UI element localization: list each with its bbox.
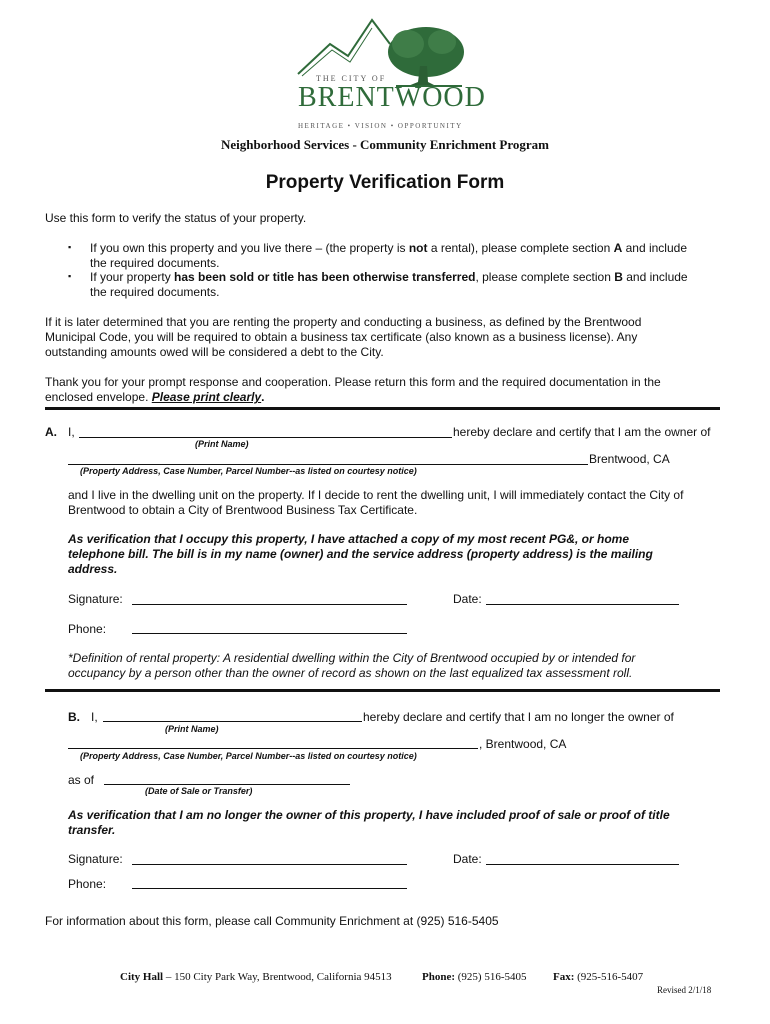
logo-small-text: THE CITY OF [316, 74, 387, 83]
section-b-declare: hereby declare and certify that I am no longer the owner of [363, 710, 674, 724]
intro-lead: Use this form to verify the status of your property. [45, 211, 307, 225]
section-a-signature-field[interactable] [132, 604, 407, 605]
section-a-signature-label: Signature: [68, 592, 123, 606]
section-b-print-name-caption: (Print Name) [165, 724, 219, 734]
bullet-icon: ▪ [68, 242, 72, 252]
page-title: Property Verification Form [265, 172, 505, 193]
section-a-name-field[interactable] [79, 437, 452, 438]
section-a-phone-label: Phone: [68, 622, 107, 636]
section-a-phone-field[interactable] [132, 633, 407, 634]
footer-fax: Fax: (925-516-5407 [553, 971, 644, 983]
logo-name: BRENTWOOD [298, 82, 486, 113]
section-a-date-field[interactable] [486, 604, 679, 605]
program-title: Neighborhood Services - Community Enrichment Program [221, 137, 549, 152]
section-a-city: Brentwood, CA [589, 452, 670, 466]
section-a-letter: A. [45, 425, 57, 439]
bullet-1: If you own this property and you live there – (the property is not a rental), please complete section A and include the required documents. [90, 241, 687, 270]
section-a-date-label: Date: [453, 592, 482, 606]
city-logo [290, 14, 486, 134]
section-b-address-caption: (Property Address, Case Number, Parcel Number--as listed on courtesy notice) [80, 751, 417, 761]
section-b-letter: B. [68, 710, 80, 724]
section-b-verification: As verification that I am no longer the owner of this property, I have included proof of sale or proof of title transfer. [68, 808, 670, 837]
section-a-address-field[interactable] [68, 464, 588, 465]
section-b-signature-label: Signature: [68, 852, 123, 866]
section-b-name-field[interactable] [103, 721, 362, 722]
section-b-sale-date-field[interactable] [104, 784, 350, 785]
section-divider [45, 689, 720, 692]
logo-tagline: HERITAGE • VISION • OPPORTUNITY [298, 122, 463, 130]
footer-address: City Hall – 150 City Park Way, Brentwood, California 94513 [120, 971, 392, 983]
section-a-live-text: and I live in the dwelling unit on the property. If I decide to rent the dwelling unit, I will immediately contact the City of Brentwood to obtain a City of Brentwood Business Tax Certificate. [68, 488, 684, 517]
business-paragraph: If it is later determined that you are renting the property and conducting a business, as defined by the Brentwood Municipal Code, you will be required to obtain a business tax certificate (also known as a business license). Any outstanding amounts owed will be considered a debt to the City. [45, 315, 642, 359]
section-b-phone-field[interactable] [132, 888, 407, 889]
section-b-date-label: Date: [453, 852, 482, 866]
section-b-city: , Brentwood, CA [479, 737, 567, 751]
bullet-icon: ▪ [68, 271, 72, 281]
section-b-date-field[interactable] [486, 864, 679, 865]
footer-phone: Phone: (925) 516-5405 [422, 971, 527, 983]
section-a-i: I, [68, 425, 75, 439]
section-b-i: I, [91, 710, 98, 724]
bullet-2: If your property has been sold or title has been otherwise transferred, please complete section B and include the required documents. [90, 270, 688, 299]
rental-definition: *Definition of rental property: A residential dwelling within the City of Brentwood occupied by or intended for occupancy by a person other than the owner of record as shown on the last equalized tax assessment roll. [68, 651, 636, 680]
section-a-declare: hereby declare and certify that I am the owner of [453, 425, 711, 439]
contact-info: For information about this form, please call Community Enrichment at (925) 516-5405 [45, 914, 499, 928]
section-a-verification: As verification that I occupy this property, I have attached a copy of my most recent PG&, or home telephone bill. The bill is in my name (owner) and the service address (property address) is the mailing address. [68, 532, 653, 576]
section-divider [45, 407, 720, 410]
section-b-address-field[interactable] [68, 748, 478, 749]
thank-you-paragraph: Thank you for your prompt response and cooperation. Please return this form and the required documentation in the enclosed envelope. Please print clearly. [45, 375, 661, 404]
revised-date: Revised 2/1/18 [657, 985, 712, 995]
section-b-date-caption: (Date of Sale or Transfer) [145, 786, 253, 796]
section-b-as-of: as of [68, 773, 95, 787]
section-b-signature-field[interactable] [132, 864, 407, 865]
section-a-print-name-caption: (Print Name) [195, 439, 249, 449]
section-b-phone-label: Phone: [68, 877, 107, 891]
section-a-address-caption: (Property Address, Case Number, Parcel Number--as listed on courtesy notice) [80, 466, 417, 476]
